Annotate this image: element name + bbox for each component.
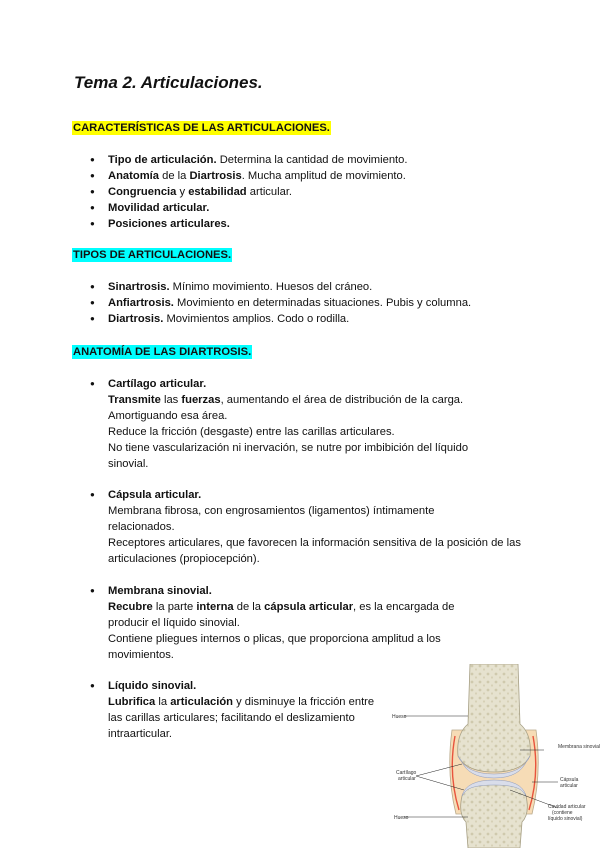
item-cartilago <box>90 376 530 472</box>
item-text: Reduce la fricción (desgaste) entre las carillas articulares. <box>108 426 395 438</box>
label-cavidad: líquido sinovial) <box>548 816 583 822</box>
list-item: ● Diartrosis. Movimientos amplios. Codo o rodilla. <box>90 311 471 327</box>
heading-tipos: TIPOS DE ARTICULACIONES. <box>73 249 232 261</box>
item-text: Transmite las fuerzas, aumentando el área de distribución de la carga. <box>108 394 464 406</box>
item-heading: ● Cápsula articular. <box>90 487 530 503</box>
list-item: ● Tipo de articulación. Determina la cantidad de movimiento. <box>90 152 408 168</box>
label-capsula: articular <box>560 783 578 789</box>
list-tipos <box>90 279 471 327</box>
item-text: Lubrifica la articulación y disminuye la fricción entre las carillas articulares; facilitando el deslizamiento intraarticular. <box>108 696 375 740</box>
item-text: No tiene vascularización ni inervación, se nutre por imbibición del líquido sinovial. <box>108 442 469 470</box>
item-text: Contiene pliegues internos o plicas, que proporciona amplitud a los movimientos. <box>108 633 441 661</box>
item-text: Membrana fibrosa, con engrosamientos (ligamentos) íntimamente relacionados. <box>108 505 435 533</box>
label-cartilago: Cartílago <box>396 770 417 776</box>
list-caracteristicas <box>90 152 408 232</box>
synovial-joint-figure <box>382 664 600 848</box>
label-membrana: Membrana sinovial <box>558 744 600 750</box>
label-cavidad: Cavidad articular <box>548 804 586 810</box>
item-heading: ● Líquido sinovial. <box>90 678 530 694</box>
item-text: Receptores articulares, que favorecen la información sensitiva de la posición de las articulaciones (propiocepción). <box>108 537 521 565</box>
item-heading: ● Cartílago articular. <box>90 376 530 392</box>
item-membrana <box>90 583 530 663</box>
item-text: Recubre la parte interna de la cápsula articular, es la encargada de producir el líquido sinovial. <box>108 601 455 629</box>
list-item: ● Anatomía de la Diartrosis. Mucha amplitud de movimiento. <box>90 168 408 184</box>
label-hueso-top: Hueso <box>392 714 407 720</box>
list-item: ● Posiciones articulares. <box>90 216 408 232</box>
upper-bone <box>458 664 531 772</box>
list-item: ● Congruencia y estabilidad articular. <box>90 184 408 200</box>
list-item: ● Sinartrosis. Mínimo movimiento. Huesos del cráneo. <box>90 279 471 295</box>
item-heading: ● Membrana sinovial. <box>90 583 530 599</box>
label-cavidad: (contiene <box>552 810 573 816</box>
list-item: ● Movilidad articular. <box>90 200 408 216</box>
label-cartilago: articular <box>398 776 416 782</box>
list-item: ● Anfiartrosis. Movimiento en determinadas situaciones. Pubis y columna. <box>90 295 471 311</box>
label-capsula: Cápsula <box>560 777 579 783</box>
lower-bone <box>461 782 528 848</box>
page-title: Tema 2. Articulaciones. <box>74 73 263 92</box>
heading-caracteristicas: CARACTERÍSTICAS DE LAS ARTICULACIONES. <box>73 122 330 134</box>
item-text: Amortiguando esa área. <box>108 410 228 422</box>
label-hueso-bottom: Hueso <box>394 815 409 821</box>
item-capsula <box>90 487 530 567</box>
heading-anatomia: ANATOMÍA DE LAS DIARTROSIS. <box>73 346 252 358</box>
